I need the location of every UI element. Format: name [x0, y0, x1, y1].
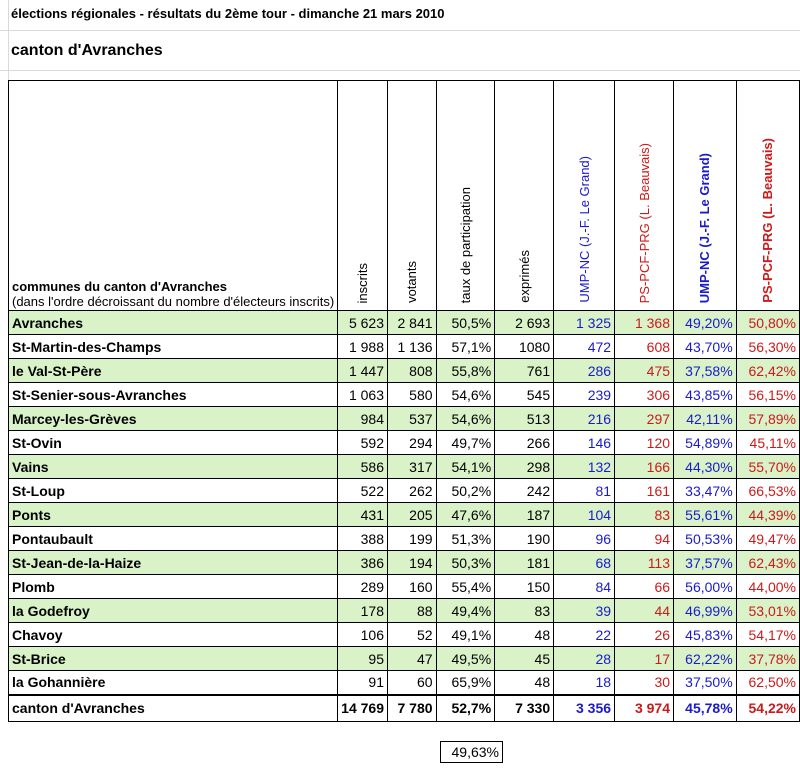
- cell-votants: 580: [388, 383, 437, 407]
- cell-taux: 50,2%: [436, 479, 495, 503]
- cell-ump-pct: 46,99%: [674, 599, 737, 623]
- header-ps-pct: [736, 81, 799, 311]
- cell-inscrits: 586: [338, 455, 388, 479]
- cell-ump: 18: [554, 671, 615, 695]
- cell-votants: 194: [388, 551, 437, 575]
- header-taux-label: taux de participation: [457, 186, 473, 303]
- cell-inscrits: 5 623: [338, 311, 388, 335]
- cell-inscrits: 522: [338, 479, 388, 503]
- cell-votants: 1 136: [388, 335, 437, 359]
- cell-exprimes: 298: [495, 455, 554, 479]
- table-row: [9, 551, 800, 575]
- cell-ps: 94: [615, 527, 674, 551]
- header-ump-label: UMP-NC (J.-F. Le Grand): [576, 156, 592, 303]
- cell-inscrits: 95: [338, 647, 388, 671]
- cell-ump: 216: [554, 407, 615, 431]
- cell-ump: 28: [554, 647, 615, 671]
- table-row: [9, 527, 800, 551]
- cell-exprimes: 187: [495, 503, 554, 527]
- cell-commune: Marcey-les-Grèves: [9, 407, 338, 431]
- cell-inscrits: 592: [338, 431, 388, 455]
- cell-ps-pct: 45,11%: [736, 431, 799, 455]
- cell-ps: 120: [615, 431, 674, 455]
- results-table: [8, 80, 800, 722]
- cell-votants: 60: [388, 671, 437, 695]
- cell-ps-pct: 54,17%: [736, 623, 799, 647]
- cell-votants: 88: [388, 599, 437, 623]
- cell-ump: 39: [554, 599, 615, 623]
- gridline: [0, 30, 800, 31]
- cell-exprimes: 761: [495, 359, 554, 383]
- table-row: [9, 311, 800, 335]
- cell-ump: 239: [554, 383, 615, 407]
- cell-taux: 54,1%: [436, 455, 495, 479]
- cell-inscrits: 431: [338, 503, 388, 527]
- cell-ump-pct: 43,85%: [674, 383, 737, 407]
- cell-inscrits: 91: [338, 671, 388, 695]
- cell-exprimes: 242: [495, 479, 554, 503]
- header-ump: [554, 81, 615, 311]
- cell-ump-pct: 49,20%: [674, 311, 737, 335]
- cell-ump: 68: [554, 551, 615, 575]
- cell-ps-pct: 50,80%: [736, 311, 799, 335]
- cell-taux: 49,7%: [436, 431, 495, 455]
- header-ump-pct-label: UMP-NC (J.-F. Le Grand): [697, 152, 713, 303]
- cell-votants: 47: [388, 647, 437, 671]
- cell-exprimes: 83: [495, 599, 554, 623]
- cell-inscrits: 1 988: [338, 335, 388, 359]
- cell-votants: 317: [388, 455, 437, 479]
- cell-commune: la Godefroy: [9, 599, 338, 623]
- cell-commune: St-Ovin: [9, 431, 338, 455]
- cell-ump: 1 325: [554, 311, 615, 335]
- cell-ump: 146: [554, 431, 615, 455]
- cell-inscrits: 386: [338, 551, 388, 575]
- table-row: [9, 599, 800, 623]
- cell-ps: 166: [615, 455, 674, 479]
- cell-exprimes: 48: [495, 671, 554, 695]
- cell-ps-pct: 54,22%: [736, 695, 799, 722]
- cell-ump-pct: 43,70%: [674, 335, 737, 359]
- cell-inscrits: 984: [338, 407, 388, 431]
- cell-votants: 262: [388, 479, 437, 503]
- cell-taux: 51,3%: [436, 527, 495, 551]
- cell-commune: Chavoy: [9, 623, 338, 647]
- cell-ps: 161: [615, 479, 674, 503]
- header-inscrits-label: inscrits: [355, 262, 371, 303]
- header-row: [9, 81, 800, 311]
- cell-ump: 472: [554, 335, 615, 359]
- table-row: [9, 647, 800, 671]
- header-votants-label: votants: [404, 261, 420, 303]
- header-ps-label: PS-PCF-PRG (L. Beauvais): [636, 142, 652, 303]
- cell-exprimes: 48: [495, 623, 554, 647]
- cell-ps-pct: 37,78%: [736, 647, 799, 671]
- cell-votants: 205: [388, 503, 437, 527]
- cell-taux: 65,9%: [436, 671, 495, 695]
- cell-votants: 52: [388, 623, 437, 647]
- cell-ps-pct: 57,89%: [736, 407, 799, 431]
- cell-ps: 475: [615, 359, 674, 383]
- cell-taux: 49,5%: [436, 647, 495, 671]
- cell-ps: 26: [615, 623, 674, 647]
- header-ump-pct: [674, 81, 737, 311]
- cell-inscrits: 388: [338, 527, 388, 551]
- cell-commune: la Gohannière: [9, 671, 338, 695]
- header-votants: [388, 81, 437, 311]
- cell-commune: St-Brice: [9, 647, 338, 671]
- cell-ps-pct: 62,42%: [736, 359, 799, 383]
- cell-ump-pct: 37,57%: [674, 551, 737, 575]
- cell-exprimes: 513: [495, 407, 554, 431]
- cell-ps-pct: 53,01%: [736, 599, 799, 623]
- cell-ps: 30: [615, 671, 674, 695]
- cell-inscrits: 1 063: [338, 383, 388, 407]
- cell-ps-pct: 56,30%: [736, 335, 799, 359]
- gridline: [0, 70, 800, 71]
- cell-taux: 52,7%: [436, 695, 495, 722]
- cell-taux: 54,6%: [436, 383, 495, 407]
- header-ps-pct-label: PS-PCF-PRG (L. Beauvais): [760, 138, 776, 303]
- cell-ps: 306: [615, 383, 674, 407]
- cell-ps: 83: [615, 503, 674, 527]
- cell-commune: St-Martin-des-Champs: [9, 335, 338, 359]
- cell-ump-pct: 62,22%: [674, 647, 737, 671]
- table-row: [9, 503, 800, 527]
- cell-taux: 50,3%: [436, 551, 495, 575]
- cell-commune: St-Senier-sous-Avranches: [9, 383, 338, 407]
- cell-exprimes: 7 330: [495, 695, 554, 722]
- cell-commune: St-Jean-de-la-Haize: [9, 551, 338, 575]
- table-row: [9, 623, 800, 647]
- cell-taux: 49,1%: [436, 623, 495, 647]
- cell-inscrits: 289: [338, 575, 388, 599]
- cell-ps-pct: 44,00%: [736, 575, 799, 599]
- header-taux: [436, 81, 495, 311]
- cell-ps-pct: 62,50%: [736, 671, 799, 695]
- cell-ps: 1 368: [615, 311, 674, 335]
- cell-taux: 50,5%: [436, 311, 495, 335]
- cell-ps-pct: 62,43%: [736, 551, 799, 575]
- cell-commune: Avranches: [9, 311, 338, 335]
- cell-ump-pct: 54,89%: [674, 431, 737, 455]
- cell-ump-pct: 55,61%: [674, 503, 737, 527]
- cell-exprimes: 545: [495, 383, 554, 407]
- cell-votants: 537: [388, 407, 437, 431]
- header-inscrits: [338, 81, 388, 311]
- cell-exprimes: 150: [495, 575, 554, 599]
- cell-exprimes: 181: [495, 551, 554, 575]
- cell-ump: 22: [554, 623, 615, 647]
- cell-commune: Pontaubault: [9, 527, 338, 551]
- header-exprimes-label: exprimés: [516, 250, 532, 303]
- page-title: élections régionales - résultats du 2ème tour - dimanche 21 mars 2010: [11, 6, 445, 21]
- cell-exprimes: 190: [495, 527, 554, 551]
- cell-commune: St-Loup: [9, 479, 338, 503]
- cell-votants: 199: [388, 527, 437, 551]
- cell-ump: 104: [554, 503, 615, 527]
- cell-ps-pct: 56,15%: [736, 383, 799, 407]
- cell-ps: 3 974: [615, 695, 674, 722]
- table-row: [9, 359, 800, 383]
- cell-commune: Vains: [9, 455, 338, 479]
- cell-ump: 132: [554, 455, 615, 479]
- cell-ump-pct: 44,30%: [674, 455, 737, 479]
- cell-inscrits: 14 769: [338, 695, 388, 722]
- table-row: [9, 575, 800, 599]
- cell-ump-pct: 37,58%: [674, 359, 737, 383]
- cell-ps-pct: 66,53%: [736, 479, 799, 503]
- table-row: [9, 383, 800, 407]
- header-communes: [9, 81, 338, 311]
- gridline: [8, 0, 9, 80]
- total-row: [9, 695, 800, 722]
- cell-inscrits: 106: [338, 623, 388, 647]
- header-communes-title: communes du canton d'Avranches: [12, 279, 227, 294]
- cell-ump: 81: [554, 479, 615, 503]
- cell-taux: 57,1%: [436, 335, 495, 359]
- table-row: [9, 431, 800, 455]
- cell-votants: 7 780: [388, 695, 437, 722]
- table-row: [9, 671, 800, 695]
- cell-ps: 113: [615, 551, 674, 575]
- cell-votants: 2 841: [388, 311, 437, 335]
- cell-ump-pct: 50,53%: [674, 527, 737, 551]
- cell-ump: 286: [554, 359, 615, 383]
- cell-ps: 66: [615, 575, 674, 599]
- cell-votants: 808: [388, 359, 437, 383]
- cell-taux: 47,6%: [436, 503, 495, 527]
- cell-taux: 55,8%: [436, 359, 495, 383]
- canton-title: canton d'Avranches: [11, 42, 163, 59]
- cell-ump: 84: [554, 575, 615, 599]
- cell-ump: 96: [554, 527, 615, 551]
- cell-ump-pct: 45,83%: [674, 623, 737, 647]
- table-row: [9, 479, 800, 503]
- cell-ump-pct: 42,11%: [674, 407, 737, 431]
- cell-ps-pct: 44,39%: [736, 503, 799, 527]
- cell-commune: Ponts: [9, 503, 338, 527]
- cell-taux: 55,4%: [436, 575, 495, 599]
- cell-votants: 160: [388, 575, 437, 599]
- results-body: [9, 311, 800, 722]
- cell-ump: 3 356: [554, 695, 615, 722]
- cell-ps-pct: 49,47%: [736, 527, 799, 551]
- cell-ump-pct: 56,00%: [674, 575, 737, 599]
- table-row: [9, 335, 800, 359]
- cell-exprimes: 266: [495, 431, 554, 455]
- cell-inscrits: 178: [338, 599, 388, 623]
- cell-exprimes: 1080: [495, 335, 554, 359]
- header-communes-note: (dans l'ordre décroissant du nombre d'électeurs inscrits): [12, 294, 335, 309]
- cell-taux: 54,6%: [436, 407, 495, 431]
- cell-exprimes: 2 693: [495, 311, 554, 335]
- cell-commune: le Val-St-Père: [9, 359, 338, 383]
- cell-taux: 49,4%: [436, 599, 495, 623]
- cell-ps: 44: [615, 599, 674, 623]
- cell-ump-pct: 37,50%: [674, 671, 737, 695]
- cell-inscrits: 1 447: [338, 359, 388, 383]
- cell-ump-pct: 45,78%: [674, 695, 737, 722]
- cell-commune: canton d'Avranches: [9, 695, 338, 722]
- cell-ump-pct: 33,47%: [674, 479, 737, 503]
- extra-percentage-cell: 49,63%: [440, 741, 503, 763]
- cell-ps-pct: 55,70%: [736, 455, 799, 479]
- header-ps: [615, 81, 674, 311]
- cell-ps: 608: [615, 335, 674, 359]
- table-row: [9, 455, 800, 479]
- cell-votants: 294: [388, 431, 437, 455]
- cell-commune: Plomb: [9, 575, 338, 599]
- header-exprimes: [495, 81, 554, 311]
- cell-ps: 17: [615, 647, 674, 671]
- cell-exprimes: 45: [495, 647, 554, 671]
- cell-ps: 297: [615, 407, 674, 431]
- table-row: [9, 407, 800, 431]
